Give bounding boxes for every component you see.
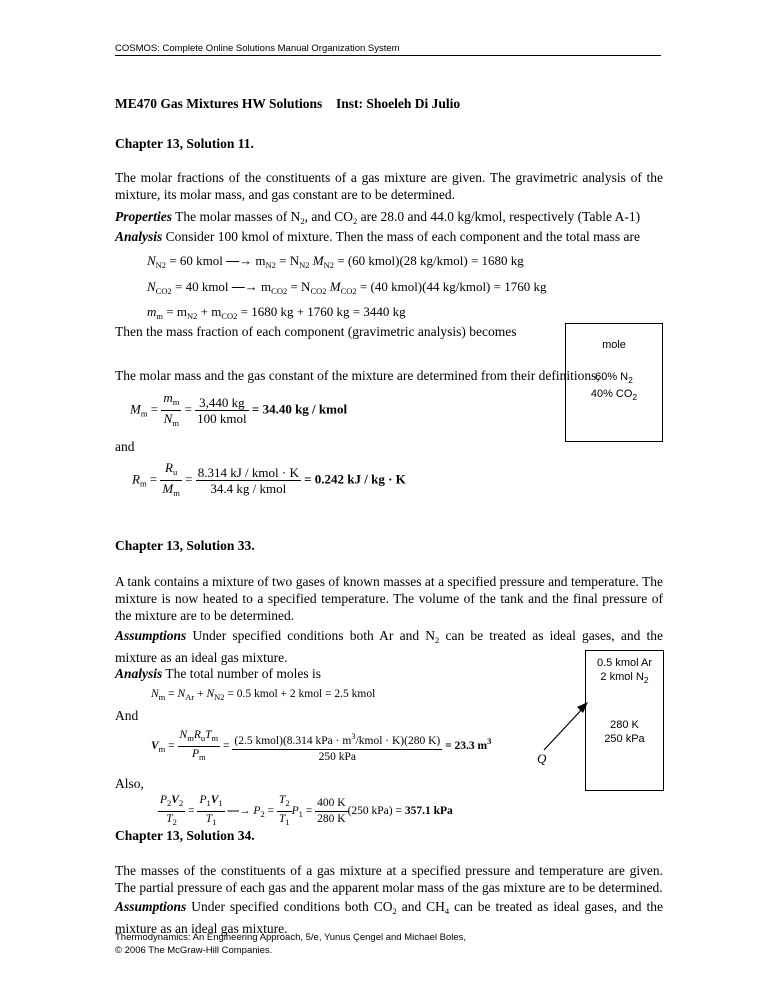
s33-tank-conditions: 280 K 250 kPa — [586, 718, 663, 754]
header-rule — [115, 55, 661, 56]
s34-heading: Chapter 13, Solution 34. — [115, 828, 255, 843]
s33-also: Also, — [115, 776, 144, 791]
s33-heat-label: Q — [537, 751, 547, 766]
doc-title: ME470 Gas Mixtures HW Solutions — [115, 96, 323, 111]
page-footer: Thermodynamics: An Engineering Approach, 5/e, Yunus Çengel and Michael Boles, © 2006 The McGraw-Hill Companies. — [115, 932, 467, 956]
s33-tank-contents: 0.5 kmol Ar 2 kmol $N_2$ — [586, 652, 663, 690]
s11-eq-co2: $N_{CO2} = 40$ kmol ⎯⎯→ $m_{CO2} = N_{CO2}$ $M_{CO2} = (40$ kmol)(44 kg/kmol) = 1760 kg — [147, 279, 547, 296]
heat-arrow-icon — [530, 690, 600, 760]
s33-eq-volume: $V_m$ = $\frac{N_mR_uT_m}{P_m}$ = $\frac{(2.5 kmol)(8.314 kPa \cdot m^3/kmol \cdot K)(280 K)}{\text{250 kPa}}$ = 23.3 $m^3$ — [151, 729, 492, 763]
s33-eq-pressure: $\frac{P_2V_2}{T_2}$ = $\frac{P_1V_1}{T_1}$ ⎯⎯→ $P_2$ = $\frac{T_2}{T_1}$ $P_1$ = $\frac{400 K}{280 K}$ (250 kPa) = 357.1 kPa — [160, 794, 453, 827]
s33-and: And — [115, 708, 139, 723]
s34-intro: The masses of the constituents of a gas mixture at a specified pressure and temperature are given. The partial pressure of each gas and the apparent molar mass of the gas mixture are to be determined. — [115, 863, 663, 895]
instructor: Inst: Shoeleh Di Julio — [336, 96, 461, 111]
s11-mixture-box: mole 60% $N_2$ 40% $CO_2$ — [565, 323, 663, 442]
s33-analysis: Analysis The total number of moles is — [115, 666, 321, 681]
s33-eq-moles: $N_m = N_{Ar} + N_{N2} = 0.5$ kmol + 2 kmol = 2.5 kmol — [151, 688, 376, 702]
s11-and: and — [115, 439, 135, 454]
s11-eq-molar-mass: $M_m$ = $\frac{m_m}{N_m}$ = $\frac{3,440 kg}{\text{100 kmol}}$ = 34.40 kg / kmol — [130, 390, 348, 428]
s11-analysis: Analysis Consider 100 kmol of mixture. Then the mass of each component and the total mass are — [115, 229, 641, 244]
s11-eq-total: $m_m = m_{N2} + m_{CO2} = 1680$ kg + 1760 kg = 3440 kg — [147, 304, 406, 321]
s33-intro: A tank contains a mixture of two gases of known masses at a specified pressure and temperature. The mixture is now heated to a specified temperature. The volume of the tank and the final pressure of the mixture are to be determined. — [115, 574, 663, 623]
s11-properties: Properties The molar masses of $N_2$, and $CO_2$ are 28.0 and 44.0 kg/kmol, respectively (Table A-1) — [115, 209, 641, 226]
s34-assumptions: Assumptions Under specified conditions both $CO_2$ and $CH_4$ can be treated as ideal gases, and the mixture as an ideal gas mixture. — [115, 899, 663, 936]
s11-eq-gas-constant: $R_m$ = $\frac{R_u}{M_m}$ = $\frac{\text{8.314 kJ / kmol · K}}{\text{34.4 kg / kmol}}$ = 0.242 kJ / kg · K — [132, 460, 406, 498]
s11-molar-intro: The molar mass and the gas constant of the mixture are determined from their definitions, — [115, 368, 600, 383]
s33-assumptions: Assumptions Under specified conditions both Ar and $N_2$ can be treated as ideal gases, and the mixture as an ideal gas mixture. — [115, 628, 664, 665]
s33-heading: Chapter 13, Solution 33. — [115, 538, 255, 553]
s11-then: Then the mass fraction of each component (gravimetric analysis) becomes — [115, 324, 517, 339]
s11-heading: Chapter 13, Solution 11. — [115, 136, 254, 151]
page-header: COSMOS: Complete Online Solutions Manual Organization System — [115, 43, 400, 54]
s11-intro: The molar fractions of the constituents of a gas mixture are given. The gravimetric analysis of the mixture, its molar mass, and gas constant are to be determined. — [115, 170, 663, 202]
s11-eq-n2: $N_{N2} = 60$ kmol ⎯⎯→ $m_{N2} = N_{N2}$ $M_{N2} = (60$ kmol)(28 kg/kmol) = 1680 kg — [147, 253, 524, 270]
